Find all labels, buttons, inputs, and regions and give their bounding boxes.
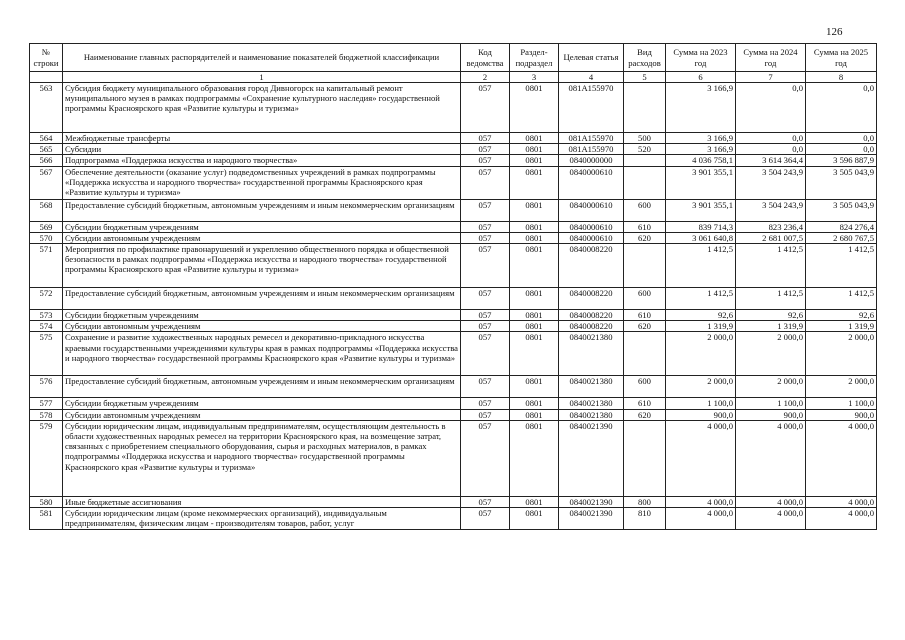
row-number: 570 — [30, 232, 63, 243]
sum-2025: 92,6 — [806, 310, 877, 321]
header-sum-2024: Сумма на 2024 год — [736, 44, 806, 72]
section-code: 0801 — [510, 244, 559, 288]
row-name: Предоставление субсидий бюджетным, автономным учреждениям и иным некоммерческим организациям — [63, 199, 461, 221]
target-article: 0840021380 — [559, 409, 624, 420]
section-code: 0801 — [510, 496, 559, 507]
department-code: 057 — [461, 420, 510, 496]
sum-2024: 2 681 007,5 — [736, 232, 806, 243]
row-name: Субсидии — [63, 144, 461, 155]
sum-2025: 824 276,4 — [806, 221, 877, 232]
target-article: 0840021390 — [559, 496, 624, 507]
department-code: 057 — [461, 83, 510, 133]
row-number: 569 — [30, 221, 63, 232]
sum-2024: 4 000,0 — [736, 508, 806, 530]
row-number: 576 — [30, 376, 63, 398]
sum-2023: 2 000,0 — [666, 376, 736, 398]
expense-type: 810 — [624, 508, 666, 530]
sum-2025: 2 680 767,5 — [806, 232, 877, 243]
expense-type — [624, 155, 666, 166]
target-article: 0840021380 — [559, 376, 624, 398]
table-row — [30, 244, 877, 288]
target-article: 0840008220 — [559, 310, 624, 321]
sum-2023: 1 100,0 — [666, 398, 736, 409]
target-article: 0840021390 — [559, 508, 624, 530]
row-name: Субсидии автономным учреждениям — [63, 409, 461, 420]
expense-type — [624, 332, 666, 376]
expense-type: 610 — [624, 398, 666, 409]
target-article: 0840000610 — [559, 232, 624, 243]
column-number: 2 — [461, 72, 510, 83]
table-row — [30, 155, 877, 166]
row-number: 577 — [30, 398, 63, 409]
target-article: 0840000610 — [559, 199, 624, 221]
sum-2025: 3 596 887,9 — [806, 155, 877, 166]
sum-2024: 823 236,4 — [736, 221, 806, 232]
table-row — [30, 409, 877, 420]
expense-type: 600 — [624, 288, 666, 310]
column-number: 4 — [559, 72, 624, 83]
sum-2025: 3 505 043,9 — [806, 166, 877, 199]
row-number: 563 — [30, 83, 63, 133]
sum-2025: 4 000,0 — [806, 508, 877, 530]
row-name: Межбюджетные трансферты — [63, 133, 461, 144]
sum-2023: 1 412,5 — [666, 288, 736, 310]
table-row — [30, 321, 877, 332]
department-code: 057 — [461, 496, 510, 507]
table-row — [30, 376, 877, 398]
target-article: 081A155970 — [559, 133, 624, 144]
sum-2025: 1 100,0 — [806, 398, 877, 409]
row-number: 572 — [30, 288, 63, 310]
sum-2023: 3 166,9 — [666, 133, 736, 144]
row-name: Субсидии бюджетным учреждениям — [63, 310, 461, 321]
expense-type — [624, 166, 666, 199]
sum-2024: 1 412,5 — [736, 288, 806, 310]
row-number: 568 — [30, 199, 63, 221]
sum-2025: 2 000,0 — [806, 332, 877, 376]
table-row — [30, 508, 877, 530]
section-code: 0801 — [510, 321, 559, 332]
sum-2023: 839 714,3 — [666, 221, 736, 232]
department-code: 057 — [461, 398, 510, 409]
header-department-code: Код ведомства — [461, 44, 510, 72]
department-code: 057 — [461, 288, 510, 310]
header-expense-type: Вид расходов — [624, 44, 666, 72]
target-article: 0840008220 — [559, 244, 624, 288]
sum-2023: 3 166,9 — [666, 144, 736, 155]
expense-type — [624, 420, 666, 496]
department-code: 057 — [461, 155, 510, 166]
row-number: 566 — [30, 155, 63, 166]
table-row — [30, 144, 877, 155]
sum-2024: 3 614 364,4 — [736, 155, 806, 166]
sum-2024: 1 319,9 — [736, 321, 806, 332]
sum-2023: 3 061 640,8 — [666, 232, 736, 243]
table-row — [30, 199, 877, 221]
sum-2025: 1 319,9 — [806, 321, 877, 332]
target-article: 081A155970 — [559, 83, 624, 133]
row-number: 575 — [30, 332, 63, 376]
target-article: 0840021390 — [559, 420, 624, 496]
target-article: 0840000000 — [559, 155, 624, 166]
column-number: 7 — [736, 72, 806, 83]
section-code: 0801 — [510, 133, 559, 144]
row-name: Обеспечение деятельности (оказание услуг) подведомственных учреждений в рамках подпрограммы «Поддержка искусства и народного творчества» государственной программы Красноярского края «Развитие культуры и туризма» — [63, 166, 461, 199]
column-number: 6 — [666, 72, 736, 83]
sum-2023: 92,6 — [666, 310, 736, 321]
section-code: 0801 — [510, 508, 559, 530]
row-number: 567 — [30, 166, 63, 199]
sum-2025: 1 412,5 — [806, 244, 877, 288]
department-code: 057 — [461, 409, 510, 420]
sum-2023: 4 036 758,1 — [666, 155, 736, 166]
sum-2025: 0,0 — [806, 133, 877, 144]
target-article: 081A155970 — [559, 144, 624, 155]
expense-type: 600 — [624, 199, 666, 221]
sum-2024: 0,0 — [736, 83, 806, 133]
sum-2023: 4 000,0 — [666, 420, 736, 496]
section-code: 0801 — [510, 232, 559, 243]
table-row — [30, 166, 877, 199]
department-code: 057 — [461, 221, 510, 232]
row-name: Субсидии бюджетным учреждениям — [63, 398, 461, 409]
row-number: 580 — [30, 496, 63, 507]
row-name: Подпрограмма «Поддержка искусства и народного творчества» — [63, 155, 461, 166]
department-code: 057 — [461, 166, 510, 199]
sum-2023: 1 412,5 — [666, 244, 736, 288]
section-code: 0801 — [510, 166, 559, 199]
sum-2023: 2 000,0 — [666, 332, 736, 376]
sum-2025: 4 000,0 — [806, 496, 877, 507]
table-row — [30, 133, 877, 144]
sum-2025: 900,0 — [806, 409, 877, 420]
header-name: Наименование главных распорядителей и наименование показателей бюджетной классификации — [63, 44, 461, 72]
table-row — [30, 232, 877, 243]
expense-type — [624, 83, 666, 133]
row-name: Субсидии юридическим лицам (кроме некоммерческих организаций), индивидуальным предпринимателям, физическим лицам - производителям товаров, работ, услуг — [63, 508, 461, 530]
department-code: 057 — [461, 321, 510, 332]
table-row — [30, 221, 877, 232]
row-name: Сохранение и развитие художественных народных ремесел и декоративно-прикладного искусства краевыми государственными учреждениями культуры края в рамках подпрограммы «Поддержка искусства и народного творчества» государственной программы Красноярского края «Развитие культуры и туризма» — [63, 332, 461, 376]
section-code: 0801 — [510, 420, 559, 496]
sum-2024: 1 412,5 — [736, 244, 806, 288]
sum-2024: 4 000,0 — [736, 420, 806, 496]
section-code: 0801 — [510, 288, 559, 310]
target-article: 0840008220 — [559, 288, 624, 310]
sum-2025: 1 412,5 — [806, 288, 877, 310]
row-number: 579 — [30, 420, 63, 496]
expense-type: 620 — [624, 232, 666, 243]
sum-2025: 0,0 — [806, 83, 877, 133]
row-name: Предоставление субсидий бюджетным, автономным учреждениям и иным некоммерческим организациям — [63, 376, 461, 398]
section-code: 0801 — [510, 221, 559, 232]
column-number: 1 — [63, 72, 461, 83]
sum-2024: 2 000,0 — [736, 376, 806, 398]
table-row — [30, 310, 877, 321]
sum-2024: 2 000,0 — [736, 332, 806, 376]
table-body — [30, 83, 877, 530]
row-name: Субсидии юридическим лицам, индивидуальным предпринимателям, осуществляющим деятельность в области художественных народных ремесел на территории Красноярского края, на возмещение затрат, связанных с приобретением специального оборудования, сырья и расходных материалов, в рамках подпрограммы «Поддержка искусства и народного творчества» государственной программы Красноярского края «Развитие культуры и туризма» — [63, 420, 461, 496]
expense-type: 620 — [624, 321, 666, 332]
department-code: 057 — [461, 332, 510, 376]
page-number: 126 — [826, 26, 843, 38]
expense-type — [624, 244, 666, 288]
row-name: Субсидии автономным учреждениям — [63, 321, 461, 332]
expense-type: 610 — [624, 221, 666, 232]
department-code: 057 — [461, 376, 510, 398]
target-article: 0840021380 — [559, 332, 624, 376]
department-code: 057 — [461, 244, 510, 288]
header-row-number: № строки — [30, 44, 63, 72]
sum-2024: 0,0 — [736, 144, 806, 155]
section-code: 0801 — [510, 409, 559, 420]
sum-2024: 3 504 243,9 — [736, 199, 806, 221]
table-row — [30, 288, 877, 310]
sum-2025: 4 000,0 — [806, 420, 877, 496]
header-target-article: Целевая статья — [559, 44, 624, 72]
sum-2024: 1 100,0 — [736, 398, 806, 409]
row-name: Субсидии бюджетным учреждениям — [63, 221, 461, 232]
row-number: 571 — [30, 244, 63, 288]
table-header-row — [30, 44, 877, 72]
budget-table — [29, 43, 877, 530]
department-code: 057 — [461, 508, 510, 530]
row-name: Мероприятия по профилактике правонарушений и укреплению общественного порядка и общественной безопасности в рамках подпрограммы «Поддержка искусства и народного творчества» государственной программы Красноярского края «Развитие культуры и туризма» — [63, 244, 461, 288]
sum-2024: 4 000,0 — [736, 496, 806, 507]
row-number: 565 — [30, 144, 63, 155]
sum-2025: 3 505 043,9 — [806, 199, 877, 221]
sum-2025: 0,0 — [806, 144, 877, 155]
column-number: 3 — [510, 72, 559, 83]
section-code: 0801 — [510, 83, 559, 133]
table-row — [30, 496, 877, 507]
sum-2023: 4 000,0 — [666, 508, 736, 530]
row-name: Субсидия бюджету муниципального образования город Дивногорск на капитальный ремонт муниципального музея в рамках подпрограммы «Сохранение культурного наследия» государственной программы Красноярского края «Развитие культуры и туризма» — [63, 83, 461, 133]
section-code: 0801 — [510, 332, 559, 376]
expense-type: 500 — [624, 133, 666, 144]
row-number: 581 — [30, 508, 63, 530]
expense-type: 520 — [624, 144, 666, 155]
department-code: 057 — [461, 310, 510, 321]
header-sum-2023: Сумма на 2023 год — [666, 44, 736, 72]
sum-2025: 2 000,0 — [806, 376, 877, 398]
target-article: 0840000610 — [559, 221, 624, 232]
sum-2023: 1 319,9 — [666, 321, 736, 332]
row-number: 574 — [30, 321, 63, 332]
section-code: 0801 — [510, 144, 559, 155]
row-name: Предоставление субсидий бюджетным, автономным учреждениям и иным некоммерческим организациям — [63, 288, 461, 310]
table-row — [30, 398, 877, 409]
table-row — [30, 83, 877, 133]
target-article: 0840021380 — [559, 398, 624, 409]
expense-type: 610 — [624, 310, 666, 321]
table-row — [30, 420, 877, 496]
expense-type: 800 — [624, 496, 666, 507]
column-number: 5 — [624, 72, 666, 83]
sum-2023: 3 901 355,1 — [666, 199, 736, 221]
expense-type: 600 — [624, 376, 666, 398]
target-article: 0840008220 — [559, 321, 624, 332]
department-code: 057 — [461, 199, 510, 221]
column-number — [30, 72, 63, 83]
sum-2024: 92,6 — [736, 310, 806, 321]
header-sum-2025: Сумма на 2025 год — [806, 44, 877, 72]
sum-2024: 3 504 243,9 — [736, 166, 806, 199]
sum-2023: 4 000,0 — [666, 496, 736, 507]
row-name: Иные бюджетные ассигнования — [63, 496, 461, 507]
section-code: 0801 — [510, 310, 559, 321]
target-article: 0840000610 — [559, 166, 624, 199]
row-number: 578 — [30, 409, 63, 420]
sum-2024: 900,0 — [736, 409, 806, 420]
section-code: 0801 — [510, 398, 559, 409]
department-code: 057 — [461, 232, 510, 243]
header-section: Раздел-подраздел — [510, 44, 559, 72]
department-code: 057 — [461, 133, 510, 144]
sum-2023: 3 901 355,1 — [666, 166, 736, 199]
table-row — [30, 332, 877, 376]
row-number: 564 — [30, 133, 63, 144]
section-code: 0801 — [510, 155, 559, 166]
section-code: 0801 — [510, 376, 559, 398]
sum-2023: 3 166,9 — [666, 83, 736, 133]
row-number: 573 — [30, 310, 63, 321]
column-number-row — [30, 72, 877, 83]
department-code: 057 — [461, 144, 510, 155]
column-number: 8 — [806, 72, 877, 83]
row-name: Субсидии автономным учреждениям — [63, 232, 461, 243]
section-code: 0801 — [510, 199, 559, 221]
sum-2024: 0,0 — [736, 133, 806, 144]
sum-2023: 900,0 — [666, 409, 736, 420]
expense-type: 620 — [624, 409, 666, 420]
